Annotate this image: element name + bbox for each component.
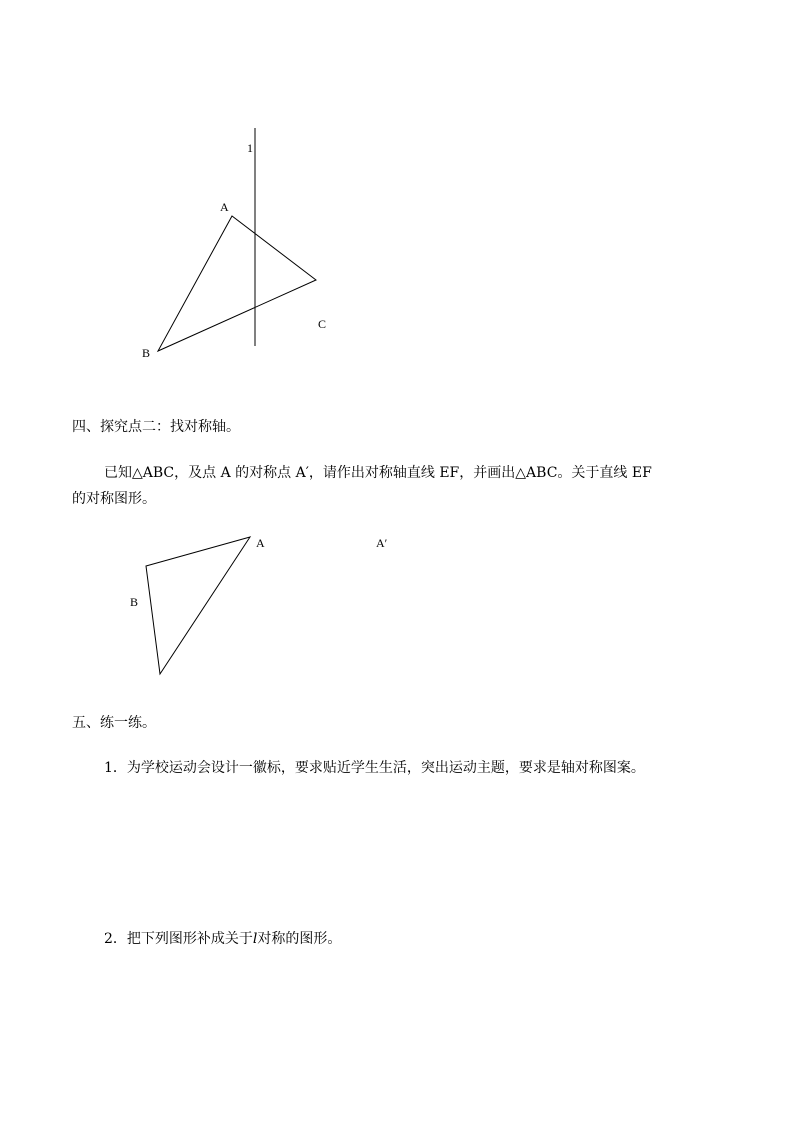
vertex-b-label: B [142, 346, 151, 360]
point-a-prime-label: A′ [376, 536, 388, 550]
vertex-a-label: A [220, 200, 229, 214]
triangle-ab-figure [146, 537, 250, 674]
figure-2-vertex-b-label: B [130, 595, 139, 609]
section-4-heading: 四、探究点二：找对称轴。 [72, 419, 240, 435]
exercise-item-2 [104, 928, 341, 948]
section-5-heading: 五、练一练。 [72, 715, 156, 731]
figure-2-vertex-a-label: A [256, 536, 265, 550]
section-4-paragraph-line-1: 已知△ABC，及点 A 的对称点 A′，请作出对称轴直线 EF，并画出△ABC。关于直线 EF [104, 465, 652, 481]
exercise-item-2-text-after: 对称的图形。 [257, 931, 342, 947]
section-4-paragraph-line-2: 的对称图形。 [72, 491, 156, 507]
exercise-item-2-variable: l [252, 931, 258, 947]
exercise-item-1: 1．为学校运动会设计一徽标，要求贴近学生生活，突出运动主题，要求是轴对称图案。 [104, 760, 645, 776]
vertex-c-label: C [318, 317, 327, 331]
line-l-label: 1 [247, 141, 253, 155]
exercise-item-2-text-before: 2．把下列图形补成关于 [104, 931, 253, 947]
